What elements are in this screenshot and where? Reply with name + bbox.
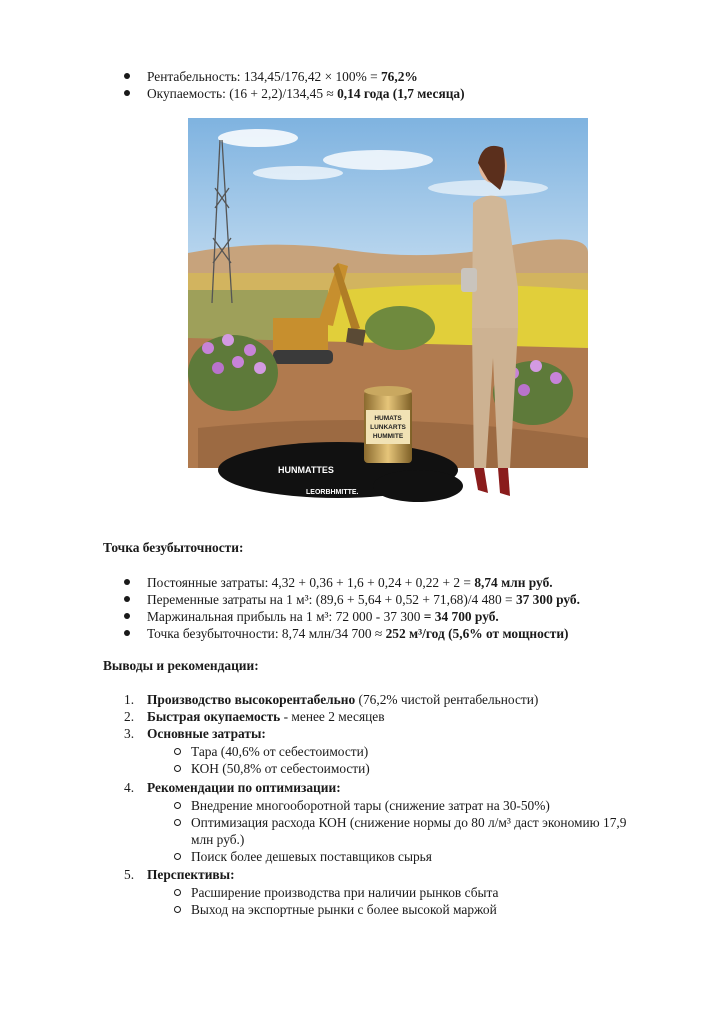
conclusion-item-4: Рекомендации по оптимизации: <box>147 780 341 795</box>
breakeven-point-line: Точка безубыточности: 8,74 млн/34 700 ≈ 252 м³/год (5,6% от мощности) <box>147 626 569 641</box>
sub-item: Внедрение многооборотной тары (снижение затрат на 30-50%) <box>191 798 550 813</box>
sub-item: Расширение производства при наличии рынков сбыта <box>191 885 499 900</box>
breakeven-heading: Точка безубыточности: <box>103 540 244 555</box>
payback-line: Окупаемость: (16 + 2,2)/134,45 ≈ 0,14 года (1,7 месяца) <box>147 86 465 101</box>
puddle-label-2: LEORBHMITTE. <box>306 489 359 496</box>
fixed-costs-line: Постоянные затраты: 4,32 + 0,36 + 1,6 + 0,24 + 0,22 + 2 = 8,74 млн руб. <box>147 575 553 590</box>
margin-line: Маржинальная прибыль на 1 м³: 72 000 - 37 300 = 34 700 руб. <box>147 609 499 624</box>
sub-item: Тара (40,6% от себестоимости) <box>191 744 369 759</box>
list-number: 2. <box>124 709 135 724</box>
variable-costs-line: Переменные затраты на 1 м³: (89,6 + 5,64 + 0,52 + 71,68)/4 480 = 37 300 руб. <box>147 592 580 607</box>
bullet-dot <box>124 630 130 636</box>
list-number: 5. <box>124 867 135 882</box>
list-number: 1. <box>124 692 135 707</box>
can-label-2: LUNKARTS <box>370 424 406 431</box>
sub-bullet-circle <box>174 819 181 826</box>
list-number: 4. <box>124 780 135 795</box>
bullet-dot <box>124 90 130 96</box>
sub-bullet-circle <box>174 802 181 809</box>
sub-item: Оптимизация расхода КОН (снижение нормы до 80 л/м³ даст экономию 17,9 <box>191 815 627 830</box>
can-label-1: HUMATS <box>374 415 402 422</box>
sub-item: КОН (50,8% от себестоимости) <box>191 761 370 776</box>
puddle-label: HUNMATTES <box>278 465 334 475</box>
can-icon <box>364 386 412 463</box>
bullet-dot <box>124 579 130 585</box>
list-number: 3. <box>124 726 135 741</box>
profitability-line: Рентабельность: 134,45/176,42 × 100% = 76,2% <box>147 69 418 84</box>
sub-bullet-circle <box>174 906 181 913</box>
sub-item-continued: млн руб.) <box>191 832 245 847</box>
conclusion-item-1: Производство высокорентабельно (76,2% чистой рентабельности) <box>147 692 539 707</box>
sub-item: Выход на экспортные рынки с более высокой маржой <box>191 902 497 917</box>
conclusion-item-2: Быстрая окупаемость - менее 2 месяцев <box>147 709 385 724</box>
bullet-dot <box>124 73 130 79</box>
sub-item: Поиск более дешевых поставщиков сырья <box>191 849 432 864</box>
conclusions-heading: Выводы и рекомендации: <box>103 658 259 673</box>
illustration-image <box>188 118 588 516</box>
conclusion-item-3: Основные затраты: <box>147 726 266 741</box>
sub-bullet-circle <box>174 889 181 896</box>
sub-bullet-circle <box>174 765 181 772</box>
sub-bullet-circle <box>174 748 181 755</box>
bullet-dot <box>124 596 130 602</box>
bullet-dot <box>124 613 130 619</box>
can-label-3: HUMMITE <box>372 433 404 440</box>
conclusion-item-5: Перспективы: <box>147 867 235 882</box>
sub-bullet-circle <box>174 853 181 860</box>
